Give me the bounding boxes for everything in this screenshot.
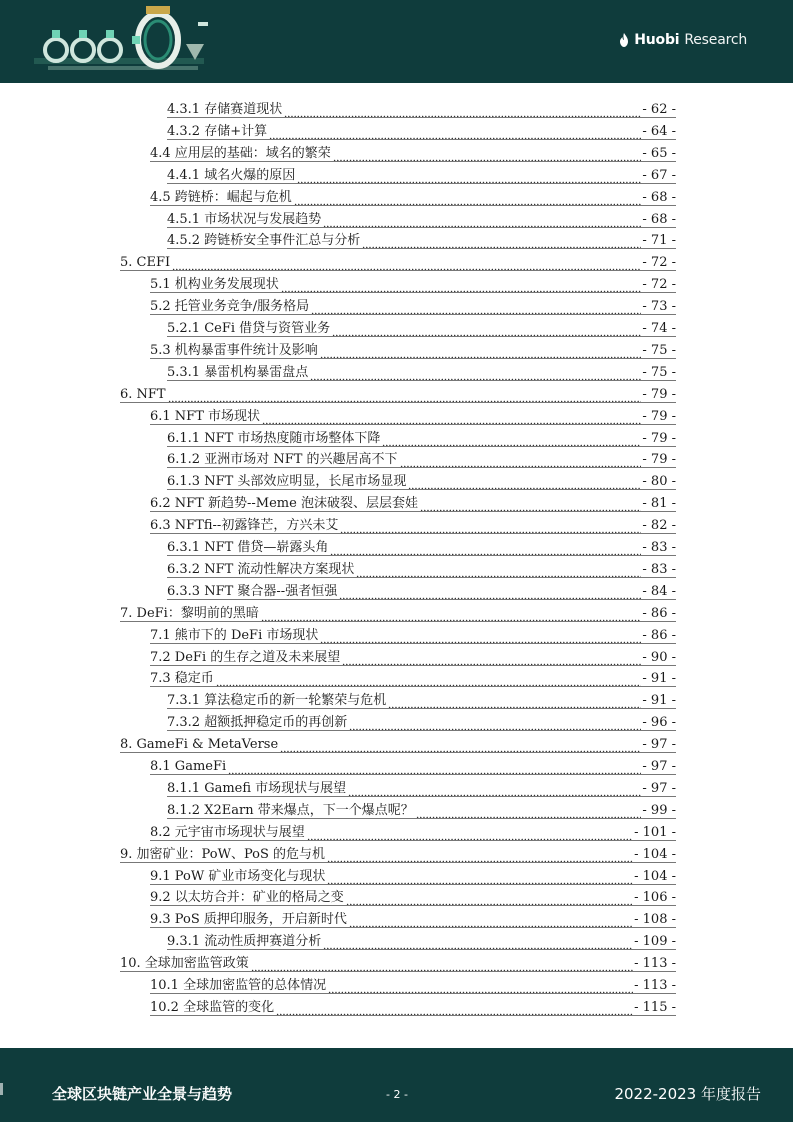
toc-entry[interactable] — [150, 271, 676, 293]
toc-entry-title: 4.3.1 存储赛道现状 — [167, 102, 283, 117]
toc-entry-page: - 75 - — [642, 342, 676, 358]
toc-entry[interactable] — [150, 863, 676, 885]
toc-leader-dots — [340, 518, 641, 534]
toc-entry-page: - 91 - — [642, 693, 676, 709]
toc-leader-dots — [216, 671, 642, 687]
toc-entry-page: - 113 - — [634, 956, 676, 972]
toc-entry-page: - 73 - — [642, 299, 676, 315]
toc-entry[interactable] — [167, 162, 676, 184]
toc-entry-page: - 109 - — [634, 934, 676, 950]
toc-entry-title: 6.3.3 NFT 聚合器--强者恒强 — [167, 583, 338, 599]
toc-leader-dots — [388, 693, 641, 709]
toc-entry[interactable] — [167, 227, 676, 249]
toc-leader-dots — [320, 343, 642, 359]
toc-entry-page: - 67 - — [642, 167, 676, 183]
crypto-coins-illustration-icon — [28, 2, 218, 80]
toc-entry-page: - 65 - — [642, 145, 676, 161]
toc-leader-dots — [333, 146, 642, 162]
toc-entry-page: - 79 - — [642, 452, 676, 468]
toc-entry-page: - 96 - — [642, 715, 676, 731]
toc-entry-page: - 71 - — [642, 233, 676, 249]
page-number: - 2 - — [386, 1088, 408, 1101]
toc-entry[interactable] — [167, 687, 676, 709]
toc-entry-title: 4.4 应用层的基础：域名的繁荣 — [150, 145, 331, 161]
toc-leader-dots — [320, 628, 641, 644]
toc-entry-title: 7.3.1 算法稳定币的新一轮繁荣与危机 — [167, 693, 387, 709]
toc-leader-dots — [311, 299, 641, 315]
toc-leader-dots — [261, 606, 642, 622]
toc-entry[interactable] — [150, 665, 676, 687]
brand-name: Huobi — [634, 32, 680, 48]
toc-entry-title: 4.5.1 市场状况与发展趋势 — [167, 211, 322, 227]
toc-entry-page: - 83 - — [642, 561, 676, 577]
toc-entry-title: 6.1.1 NFT 市场热度随市场整体下降 — [167, 430, 381, 446]
toc-leader-dots — [327, 869, 633, 885]
toc-entry-page: - 104 - — [634, 868, 676, 884]
toc-entry-page: - 64 - — [642, 123, 676, 139]
toc-leader-dots — [262, 409, 641, 425]
toc-entry[interactable] — [167, 315, 676, 337]
toc-entry[interactable] — [167, 797, 676, 819]
toc-leader-dots — [251, 956, 633, 972]
toc-entry-page: - 86 - — [642, 605, 676, 621]
toc-entry[interactable] — [167, 425, 676, 447]
toc-entry[interactable] — [150, 490, 676, 512]
toc-leader-dots — [294, 190, 642, 206]
toc-entry-page: - 72 - — [642, 255, 676, 271]
toc-entry[interactable] — [167, 446, 676, 468]
toc-entry-title: 7. DeFi：黎明前的黑暗 — [120, 605, 259, 621]
toc-entry[interactable] — [150, 644, 676, 666]
toc-entry-page: - 91 - — [642, 671, 676, 687]
toc-entry-page: - 106 - — [634, 890, 676, 906]
toc-leader-dots — [330, 540, 641, 556]
toc-entry-title: 4.4.1 域名火爆的原因 — [167, 167, 296, 183]
toc-entry-page: - 75 - — [642, 364, 676, 380]
toc-entry[interactable] — [150, 972, 676, 994]
toc-entry[interactable] — [150, 994, 676, 1016]
toc-leader-dots — [382, 431, 641, 447]
toc-entry[interactable] — [167, 468, 676, 490]
toc-entry-page: - 72 - — [642, 277, 676, 293]
toc-entry[interactable] — [167, 359, 676, 381]
toc-entry[interactable] — [150, 140, 676, 162]
toc-entry-page: - 81 - — [642, 496, 676, 512]
toc-entry-title: 7.3.2 超额抵押稳定币的再创新 — [167, 715, 348, 731]
toc-entry-title: 9.3 PoS 质押印服务，开启新时代 — [150, 912, 347, 928]
toc-entry-title: 9. 加密矿业：PoW、PoS 的危与机 — [120, 846, 326, 862]
toc-entry-page: - 115 - — [634, 999, 676, 1015]
toc-leader-dots — [280, 737, 641, 753]
toc-entry[interactable] — [167, 709, 676, 731]
toc-entry[interactable] — [167, 556, 676, 578]
toc-entry-title: 6.3.1 NFT 借贷—崭露头角 — [167, 540, 329, 555]
toc-entry-title: 8.1.2 X2Earn 带来爆点，下一个爆点呢？ — [167, 802, 414, 818]
toc-entry[interactable] — [150, 819, 676, 841]
toc-entry-page: - 82 - — [642, 518, 676, 534]
toc-leader-dots — [332, 321, 641, 337]
brand-suffix: Research — [684, 32, 747, 48]
toc-entry-title: 5.2.1 CeFi 借贷与资管业务 — [167, 321, 331, 336]
toc-leader-dots — [349, 715, 641, 731]
toc-entry-page: - 97 - — [642, 737, 676, 753]
toc-entry[interactable] — [150, 622, 676, 644]
toc-entry-page: - 86 - — [642, 627, 676, 643]
toc-entry-title: 4.5.2 跨链桥安全事件汇总与分析 — [167, 233, 361, 249]
toc-entry[interactable] — [150, 293, 676, 315]
toc-leader-dots — [416, 803, 642, 819]
toc-entry-title: 6.2 NFT 新趋势--Meme 泡沫破裂、层层套娃 — [150, 496, 418, 512]
toc-entry-title: 5. CEFI — [120, 255, 171, 271]
toc-leader-dots — [400, 452, 642, 468]
toc-entry[interactable] — [120, 600, 676, 622]
toc-entry-title: 7.2 DeFi 的生存之道及未来展望 — [150, 649, 341, 665]
toc-leader-dots — [168, 387, 642, 403]
toc-leader-dots — [408, 474, 641, 490]
toc-entry-page: - 79 - — [642, 408, 676, 424]
toc-entry[interactable] — [150, 884, 676, 906]
toc-entry-title: 9.1 PoW 矿业市场变化与现状 — [150, 868, 326, 884]
toc-leader-dots — [172, 255, 641, 271]
toc-entry-title: 5.3 机构暴雷事件统计及影响 — [150, 342, 318, 358]
toc-entry-title: 7.1 熊市下的 DeFi 市场现状 — [150, 627, 319, 643]
toc-entry[interactable] — [167, 206, 676, 228]
page-footer — [0, 1048, 793, 1122]
toc-leader-dots — [323, 212, 641, 228]
toc-leader-dots — [362, 233, 641, 249]
toc-entry-page: - 68 - — [642, 189, 676, 205]
toc-entry-title: 6.1.3 NFT 头部效应明显，长尾市场显现 — [167, 474, 407, 490]
toc-entry-page: - 104 - — [634, 846, 676, 862]
page-header — [0, 0, 793, 83]
toc-entry[interactable] — [150, 512, 676, 534]
toc-entry-title: 8.1 GameFi — [150, 759, 227, 774]
toc-entry-title: 5.1 机构业务发展现状 — [150, 277, 279, 293]
toc-leader-dots — [356, 562, 641, 578]
toc-entry-title: 7.3 稳定币 — [150, 671, 214, 687]
toc-leader-dots — [346, 890, 633, 906]
toc-leader-dots — [310, 365, 641, 381]
footer-marker — [0, 1083, 3, 1095]
toc-leader-dots — [276, 1000, 633, 1016]
toc-entry-page: - 79 - — [642, 386, 676, 402]
toc-entry-title: 10.1 全球加密监管的总体情况 — [150, 978, 327, 993]
toc-leader-dots — [339, 584, 641, 600]
toc-entry-title: 6.3 NFTfi--初露锋芒，方兴未艾 — [150, 518, 339, 534]
toc-entry-page: - 80 - — [642, 474, 676, 490]
toc-entry-page: - 113 - — [634, 978, 676, 993]
huobi-research-logo — [619, 30, 747, 50]
toc-leader-dots — [349, 912, 633, 928]
toc-entry-title: 6.3.2 NFT 流动性解决方案现状 — [167, 561, 355, 577]
toc-entry[interactable] — [167, 534, 676, 556]
toc-entry-title: 8.1.1 Gamefi 市场现状与展望 — [167, 780, 347, 796]
toc-entry-title: 10.2 全球监管的变化 — [150, 999, 275, 1015]
toc-entry-page: - 83 - — [642, 540, 676, 555]
toc-entry-title: 8.2 元宇宙市场现状与展望 — [150, 824, 305, 840]
toc-leader-dots — [327, 847, 633, 863]
toc-entry-page: - 68 - — [642, 211, 676, 227]
toc-entry-title: 5.3.1 暴雷机构暴雷盘点 — [167, 364, 309, 380]
toc-entry-title: 6.1 NFT 市场现状 — [150, 408, 261, 424]
toc-entry-title: 5.2 托管业务竞争/服务格局 — [150, 299, 310, 315]
toc-entry-title: 4.5 跨链桥：崛起与危机 — [150, 189, 292, 205]
toc-leader-dots — [284, 102, 641, 118]
toc-entry-page: - 74 - — [642, 321, 676, 336]
toc-leader-dots — [297, 168, 641, 184]
toc-leader-dots — [328, 978, 633, 994]
toc-entry-title: 4.3.2 存储+计算 — [167, 123, 268, 139]
toc-leader-dots — [420, 496, 641, 512]
toc-entry-title: 8. GameFi & MetaVerse — [120, 737, 279, 753]
toc-entry-page: - 108 - — [634, 912, 676, 928]
toc-leader-dots — [281, 277, 642, 293]
toc-leader-dots — [269, 124, 641, 140]
toc-entry[interactable] — [120, 249, 676, 271]
toc-entry-page: - 90 - — [642, 649, 676, 665]
toc-entry[interactable] — [120, 731, 676, 753]
toc-entry-page: - 97 - — [642, 780, 676, 796]
toc-leader-dots — [348, 781, 641, 797]
toc-leader-dots — [342, 650, 641, 666]
toc-entry[interactable] — [150, 906, 676, 928]
toc-entry[interactable] — [120, 841, 676, 863]
toc-entry[interactable] — [167, 118, 676, 140]
toc-entry[interactable] — [150, 184, 676, 206]
toc-leader-dots — [323, 934, 633, 950]
toc-leader-dots — [228, 759, 641, 775]
toc-entry-title: 6. NFT — [120, 386, 166, 402]
toc-entry-page: - 79 - — [642, 430, 676, 446]
toc-entry-underline — [150, 1015, 676, 1016]
toc-entry-page: - 99 - — [642, 802, 676, 818]
toc-entry-page: - 97 - — [642, 759, 676, 774]
toc-entry[interactable] — [120, 381, 676, 403]
toc-entry[interactable] — [150, 753, 676, 775]
toc-entry[interactable] — [150, 403, 676, 425]
footer-report-title: 全球区块链产业全景与趋势 — [52, 1085, 233, 1103]
toc-entry-title: 10. 全球加密监管政策 — [120, 956, 249, 972]
toc-entry-title: 6.1.2 亚洲市场对 NFT 的兴趣居高不下 — [167, 452, 398, 468]
toc-entry-title: 9.3.1 流动性质押赛道分析 — [167, 934, 322, 950]
toc-entry[interactable] — [167, 578, 676, 600]
flame-icon — [619, 33, 629, 47]
toc-entry[interactable] — [167, 928, 676, 950]
toc-entry-title: 9.2 以太坊合并：矿业的格局之变 — [150, 890, 344, 906]
footer-report-year: 2022-2023 年度报告 — [614, 1085, 761, 1103]
toc-entry[interactable] — [167, 775, 676, 797]
toc-entry-page: - 101 - — [634, 824, 676, 840]
toc-entry[interactable] — [120, 950, 676, 972]
toc-entry[interactable] — [150, 337, 676, 359]
toc-entry-page: - 62 - — [642, 102, 676, 117]
toc-entry-page: - 84 - — [642, 583, 676, 599]
toc-entry[interactable] — [167, 96, 676, 118]
toc-leader-dots — [307, 825, 633, 841]
